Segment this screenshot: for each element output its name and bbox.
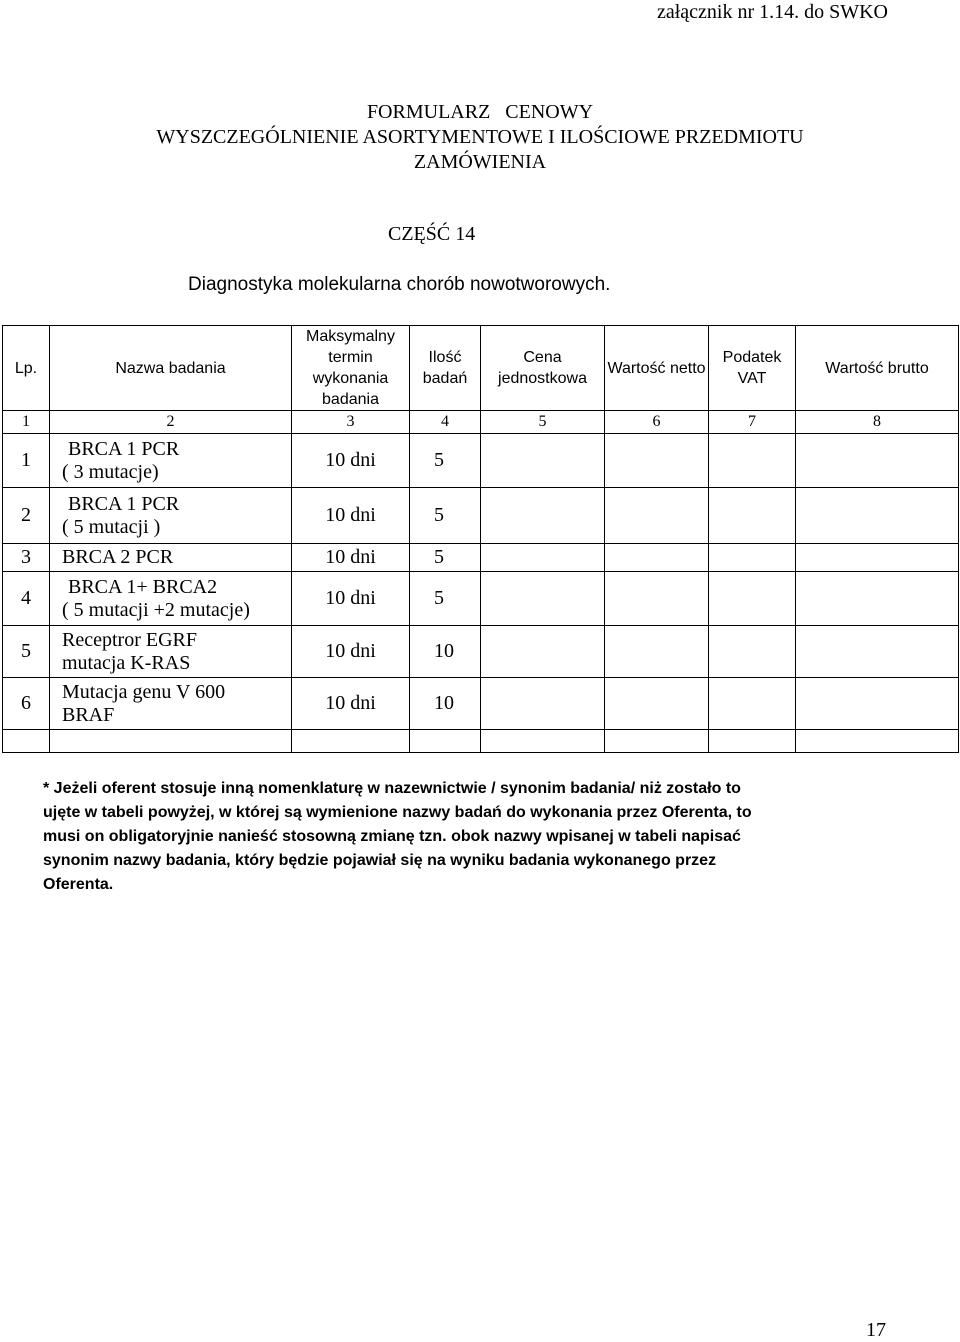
row-name-line-1: BRCA 1 PCR (68, 437, 180, 460)
row-termin: 10 dni (292, 572, 410, 626)
form-title-line-3: ZAMÓWIENIA (413, 151, 547, 173)
column-number: 2 (50, 411, 292, 434)
row-name-line-1: Mutacja genu V 600 (62, 680, 226, 703)
column-number: 8 (796, 411, 959, 434)
row-termin: 10 dni (292, 678, 410, 730)
row-gross-cell[interactable] (796, 434, 959, 488)
table-row (3, 572, 959, 626)
form-title-line-2: WYSZCZEGÓLNIENIE ASORTYMENTOWE I ILOŚCIOWE PRZEDMIOTU (156, 126, 804, 148)
empty-cell[interactable] (3, 730, 50, 753)
row-name-line-1: Receptror EGRF (62, 628, 197, 651)
table-row (3, 678, 959, 730)
row-name (50, 434, 292, 488)
row-name (50, 572, 292, 626)
row-termin: 10 dni (292, 488, 410, 544)
row-unit-price-cell[interactable] (481, 488, 605, 544)
row-lp: 6 (3, 678, 50, 730)
row-unit-price-cell[interactable] (481, 572, 605, 626)
table-header-row (3, 326, 959, 411)
empty-cell[interactable] (481, 730, 605, 753)
header-qty: Ilość badań (410, 326, 481, 411)
form-title (0, 100, 960, 175)
header-name: Nazwa badania (50, 326, 292, 411)
row-unit-price-cell[interactable] (481, 626, 605, 678)
row-lp: 2 (3, 488, 50, 544)
header-lp: Lp. (3, 326, 50, 411)
row-name (50, 488, 292, 544)
row-gross-cell[interactable] (796, 678, 959, 730)
row-gross-cell[interactable] (796, 544, 959, 572)
pricing-table (2, 325, 959, 753)
row-name-line-2: ( 5 mutacji +2 mutacje) (62, 598, 250, 621)
row-qty: 5 (410, 572, 481, 626)
empty-cell[interactable] (50, 730, 292, 753)
row-name-line-2: mutacja K-RAS (62, 651, 191, 674)
header-vat: Podatek VAT (709, 326, 796, 411)
row-termin: 10 dni (292, 434, 410, 488)
row-unit-price-cell[interactable] (481, 544, 605, 572)
row-name (50, 626, 292, 678)
row-qty: 10 (410, 678, 481, 730)
table-row (3, 544, 959, 572)
row-lp: 3 (3, 544, 50, 572)
row-name-line-2: BRAF (62, 703, 115, 726)
row-net-cell[interactable] (605, 488, 709, 544)
subject-heading: Diagnostyka molekularna chorób nowotworowych. (188, 274, 611, 295)
column-number-row (3, 411, 959, 434)
footnote-line-3: musi on obligatoryjnie nanieść stosowną zmianę tzn. obok nazwy wpisanej w tabeli napisać (43, 828, 741, 845)
row-lp: 4 (3, 572, 50, 626)
column-number: 6 (605, 411, 709, 434)
row-gross-cell[interactable] (796, 572, 959, 626)
header-net: Wartość netto (605, 326, 709, 411)
row-net-cell[interactable] (605, 544, 709, 572)
footnote-line-2: ujęte w tabeli powyżej, w której są wymienione nazwy badań do wykonania przez Oferenta, to (43, 804, 752, 821)
row-lp: 5 (3, 626, 50, 678)
row-unit-price-cell[interactable] (481, 434, 605, 488)
header-unit-price: Cena jednostkowa (481, 326, 605, 411)
row-vat-cell[interactable] (709, 626, 796, 678)
header-gross: Wartość brutto (796, 326, 959, 411)
row-qty: 5 (410, 544, 481, 572)
column-number: 3 (292, 411, 410, 434)
empty-cell[interactable] (292, 730, 410, 753)
row-vat-cell[interactable] (709, 544, 796, 572)
footnote (43, 777, 883, 897)
part-label: CZĘŚĆ 14 (388, 223, 476, 245)
row-net-cell[interactable] (605, 434, 709, 488)
row-vat-cell[interactable] (709, 678, 796, 730)
row-name-line-2: ( 3 mutacje) (62, 460, 159, 483)
page-number: 17 (866, 1319, 886, 1341)
row-qty: 5 (410, 488, 481, 544)
row-net-cell[interactable] (605, 572, 709, 626)
row-gross-cell[interactable] (796, 626, 959, 678)
table-row (3, 626, 959, 678)
empty-cell[interactable] (796, 730, 959, 753)
row-net-cell[interactable] (605, 626, 709, 678)
row-lp: 1 (3, 434, 50, 488)
row-vat-cell[interactable] (709, 488, 796, 544)
row-qty: 10 (410, 626, 481, 678)
column-number: 4 (410, 411, 481, 434)
row-termin: 10 dni (292, 626, 410, 678)
table-row-empty (3, 730, 959, 753)
row-name (50, 544, 292, 572)
row-vat-cell[interactable] (709, 434, 796, 488)
column-number: 1 (3, 411, 50, 434)
empty-cell[interactable] (410, 730, 481, 753)
row-qty: 5 (410, 434, 481, 488)
table-row (3, 488, 959, 544)
column-number: 7 (709, 411, 796, 434)
form-title-line-1: FORMULARZ CENOWY (366, 101, 594, 123)
row-termin: 10 dni (292, 544, 410, 572)
empty-cell[interactable] (709, 730, 796, 753)
empty-cell[interactable] (605, 730, 709, 753)
row-name-line-1: BRCA 1 PCR (68, 492, 180, 515)
row-name-line-1: BRCA 1+ BRCA2 (68, 575, 218, 598)
footnote-line-4: synonim nazwy badania, który będzie pojawiał się na wyniku badania wykonanego przez (43, 852, 717, 869)
row-gross-cell[interactable] (796, 488, 959, 544)
row-unit-price-cell[interactable] (481, 678, 605, 730)
row-net-cell[interactable] (605, 678, 709, 730)
row-name-line-2: ( 5 mutacji ) (62, 515, 161, 538)
row-name (50, 678, 292, 730)
row-name-line-1: BRCA 2 PCR (62, 546, 174, 568)
header-termin: Maksymalny termin wykonania badania (292, 326, 410, 411)
attachment-label: załącznik nr 1.14. do SWKO (656, 1, 888, 23)
table-row (3, 434, 959, 488)
footnote-line-5: Oferenta. (43, 876, 114, 893)
column-number: 5 (481, 411, 605, 434)
row-vat-cell[interactable] (709, 572, 796, 626)
footnote-line-1: * Jeżeli oferent stosuje inną nomenklaturę w nazewnictwie / synonim badania/ niż zostało to (43, 780, 741, 797)
